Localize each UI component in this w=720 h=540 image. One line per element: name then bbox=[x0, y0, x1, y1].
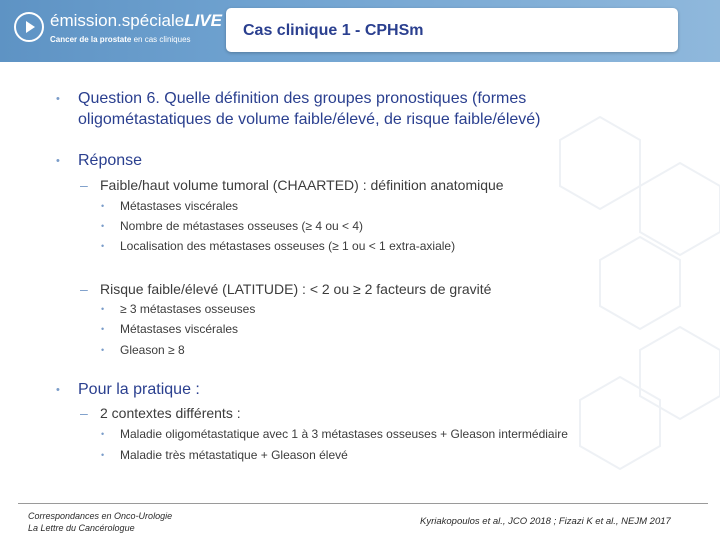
bullet-dot: • bbox=[101, 304, 105, 314]
bullet-dot: • bbox=[101, 450, 105, 460]
volume-item: Nombre de métastases osseuses (≥ 4 ou < 4) bbox=[120, 219, 364, 233]
footer-references: Kyriakopoulos et al., JCO 2018 ; Fizazi K et al., NEJM 2017 bbox=[420, 516, 671, 527]
bullet-dot: • bbox=[56, 384, 60, 396]
volume-definition: Faible/haut volume tumoral (CHAARTED) : définition anatomique bbox=[100, 177, 504, 193]
bullet-dot: • bbox=[101, 241, 105, 251]
volume-item: Localisation des métastases osseuses (≥ 1 ou < 1 extra-axiale) bbox=[120, 239, 456, 253]
bullet-dot: • bbox=[56, 155, 60, 167]
bullet-dot: • bbox=[101, 429, 105, 439]
contexte-item: Maladie très métastatique + Gleason élevé bbox=[120, 448, 348, 462]
risque-definition: Risque faible/élevé (LATITUDE) : < 2 ou ≥ 2 facteurs de gravité bbox=[100, 281, 492, 297]
slide-title: Cas clinique 1 - CPHSm bbox=[243, 22, 424, 39]
logo-sub-rest: en cas cliniques bbox=[131, 35, 191, 44]
dash-bullet: – bbox=[80, 405, 88, 421]
logo-live-text: LIVE bbox=[184, 11, 222, 30]
risque-item: ≥ 3 métastases osseuses bbox=[120, 302, 256, 316]
question-line-2: oligométastatiques de volume faible/élevé, de risque faible/élevé) bbox=[78, 111, 541, 128]
question-line-1: Question 6. Quelle définition des groupes pronostiques (formes bbox=[78, 90, 527, 107]
bullet-dot: • bbox=[101, 221, 105, 231]
risque-item: Gleason ≥ 8 bbox=[120, 343, 185, 357]
bullet-dot: • bbox=[101, 201, 105, 211]
contextes-text: 2 contextes différents : bbox=[100, 405, 241, 421]
footer-journals bbox=[28, 510, 172, 534]
bullet-dot: • bbox=[56, 93, 60, 105]
footer-journal-2: La Lettre du Cancérologue bbox=[28, 523, 135, 533]
reponse-heading: Réponse bbox=[78, 152, 143, 169]
volume-item: Métastases viscérales bbox=[120, 199, 239, 213]
bullet-dot: • bbox=[101, 345, 105, 355]
pratique-heading: Pour la pratique : bbox=[78, 381, 200, 398]
bullet-dot: • bbox=[101, 324, 105, 334]
contexte-item: Maladie oligométastatique avec 1 à 3 métastases osseuses + Gleason intermédiaire bbox=[120, 427, 568, 441]
dash-bullet: – bbox=[80, 177, 88, 193]
question-text bbox=[78, 88, 541, 130]
footer-divider bbox=[18, 503, 708, 504]
risque-item: Métastases viscérales bbox=[120, 322, 239, 336]
footer-journal-1: Correspondances en Onco-Urologie bbox=[28, 511, 173, 521]
dash-bullet: – bbox=[80, 281, 88, 297]
logo-sub-bold: Cancer de la prostate bbox=[50, 35, 132, 44]
logo-main-text: émission.spéciale bbox=[50, 11, 185, 30]
